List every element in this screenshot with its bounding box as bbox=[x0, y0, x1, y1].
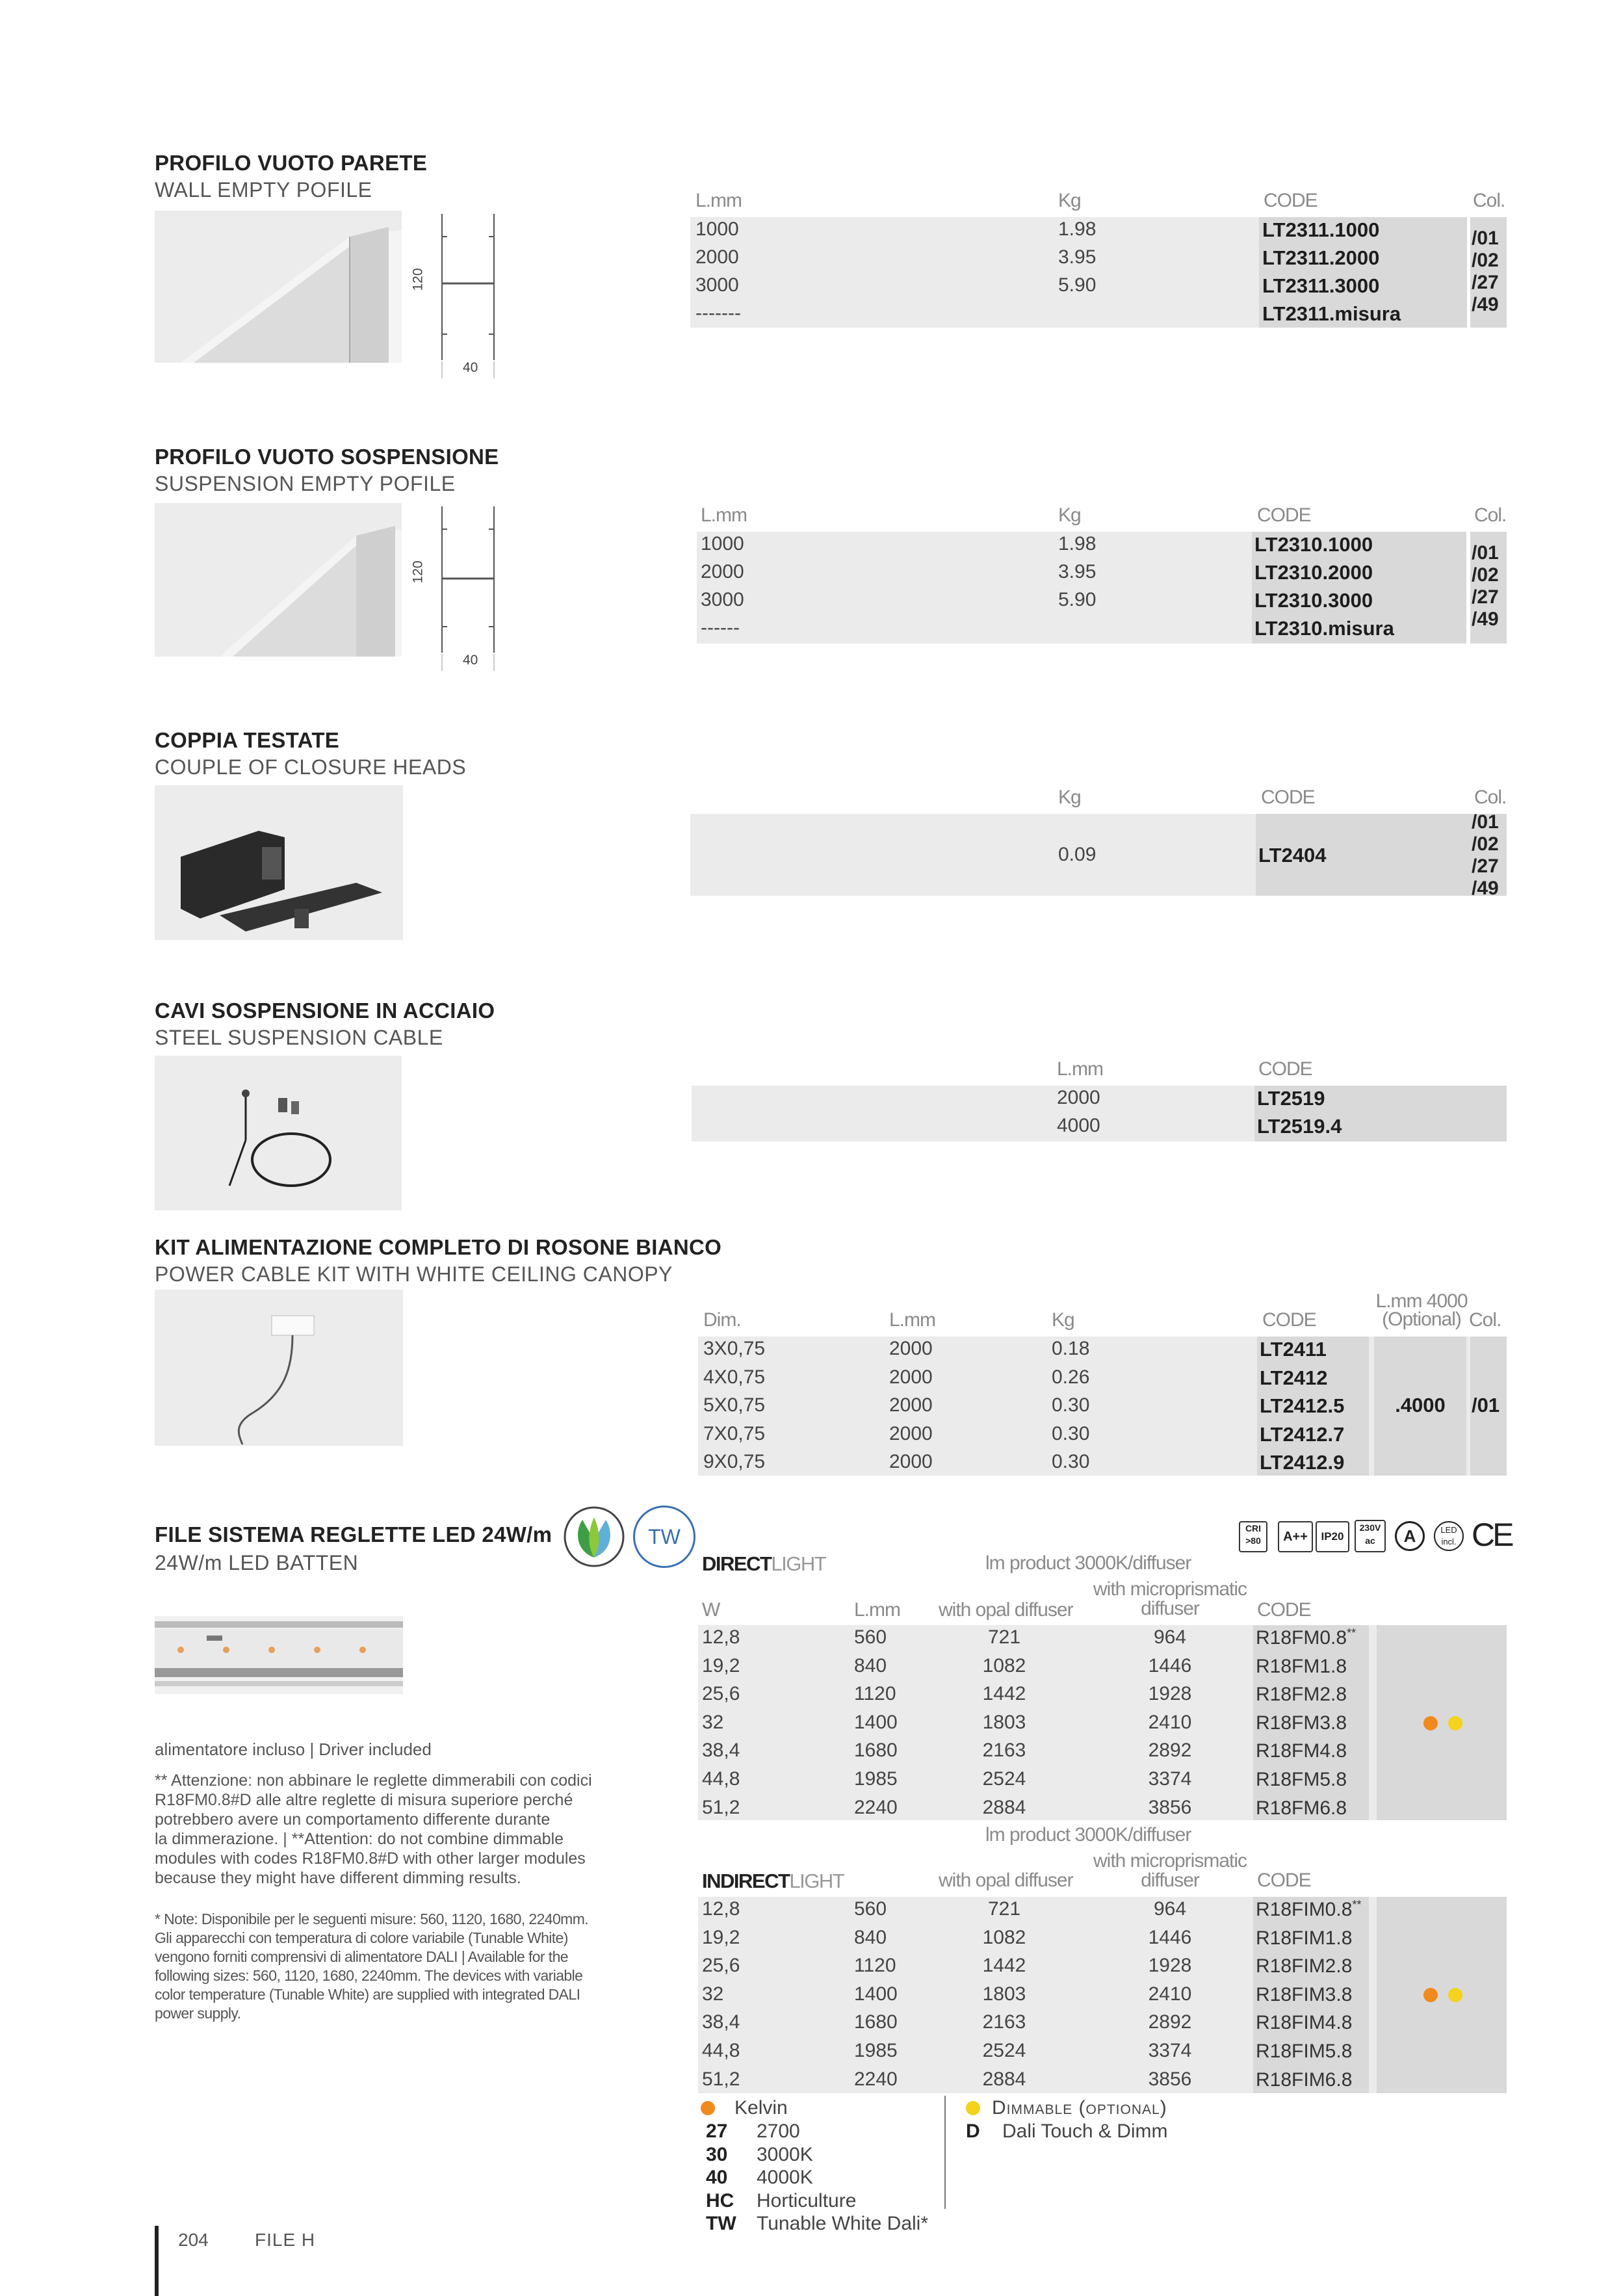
s5-header-optional bbox=[1374, 1292, 1469, 1329]
color-code: /49 bbox=[1472, 608, 1499, 630]
tunable-white-badge: TW bbox=[633, 1506, 695, 1568]
direct-row-watt: 19,2 bbox=[702, 1654, 740, 1676]
s1-color-list bbox=[1472, 228, 1499, 316]
s5-row-code: LT2411 bbox=[1260, 1338, 1327, 1361]
kelvin-legend-code: HC bbox=[706, 2189, 734, 2211]
s5-header-col: Col. bbox=[1469, 1309, 1501, 1331]
direct-row-code-text: R18FM2.8 bbox=[1256, 1684, 1347, 1706]
s5-row-length: 2000 bbox=[889, 1366, 933, 1388]
s2-row-weight: 1.98 bbox=[1058, 533, 1097, 554]
indirect-row-code-text: R18FIM6.8 bbox=[1256, 2068, 1353, 2091]
dim-width-label: 40 bbox=[463, 653, 478, 668]
horticulture-icon bbox=[563, 1506, 625, 1568]
indirect-row-micro-lm: 964 bbox=[1153, 1898, 1187, 1920]
color-code: /02 bbox=[1472, 564, 1499, 586]
direct-header-opal: with opal diffuser bbox=[939, 1599, 1073, 1621]
direct-row-watt: 38,4 bbox=[702, 1740, 740, 1762]
indirect-variant-bg bbox=[1377, 1897, 1507, 2093]
indirect-row-micro-lm: 2410 bbox=[1148, 1983, 1192, 2005]
note-line: color temperature (Tunable White) are supplied with integrated DALI bbox=[155, 1986, 580, 2003]
suspension-profile-photo bbox=[155, 503, 402, 657]
indirect-row-code-footnote: ** bbox=[1352, 1898, 1362, 1911]
direct-row-code bbox=[1256, 1797, 1347, 1820]
section-4-subtitle: STEEL SUSPENSION CABLE bbox=[155, 1026, 443, 1049]
direct-row-code-text: R18FM1.8 bbox=[1256, 1655, 1347, 1677]
direct-row-opal-lm: 1442 bbox=[982, 1683, 1026, 1705]
indirect-row-length: 1400 bbox=[854, 1983, 898, 2005]
indirect-row-code-text: R18FIM2.8 bbox=[1256, 1955, 1353, 1977]
s5-row-weight: 0.26 bbox=[1052, 1366, 1090, 1388]
s1-header-col: Col. bbox=[1473, 190, 1505, 211]
direct-row-micro-lm: 1928 bbox=[1148, 1683, 1192, 1705]
s1-row-weight: 5.90 bbox=[1058, 274, 1097, 296]
indirect-row-opal-lm: 2884 bbox=[982, 2068, 1026, 2090]
direct-row-code bbox=[1256, 1655, 1347, 1678]
indirect-label-bold: INDIRECT bbox=[702, 1870, 790, 1892]
wall-profile-photo bbox=[155, 211, 402, 363]
kelvin-legend-label: Horticulture bbox=[757, 2189, 857, 2211]
s5-row-dim: 7X0,75 bbox=[703, 1422, 766, 1444]
s5-row-weight: 0.18 bbox=[1052, 1338, 1090, 1359]
s2-color-list bbox=[1472, 542, 1499, 631]
section-6-title: FILE SISTEMA REGLETTE LED 24W/m bbox=[155, 1522, 552, 1546]
indirect-header-micro-2: diffuser bbox=[1141, 1870, 1199, 1891]
steel-cable-photo bbox=[155, 1056, 402, 1210]
s5-row-code: LT2412.7 bbox=[1260, 1422, 1345, 1446]
footer-section: FILE H bbox=[255, 2230, 316, 2250]
driver-included-note: alimentatore incluso | Driver included bbox=[155, 1740, 432, 1759]
s1-row-code: LT2311.2000 bbox=[1262, 246, 1380, 269]
color-code: /27 bbox=[1472, 586, 1499, 608]
s1-row-weight: 1.98 bbox=[1058, 218, 1097, 240]
direct-row-opal-lm: 1803 bbox=[982, 1711, 1026, 1733]
section-2-title: PROFILO VUOTO SOSPENSIONE bbox=[155, 445, 499, 469]
direct-row-micro-lm: 2410 bbox=[1148, 1711, 1192, 1733]
s5-header-dim: Dim. bbox=[703, 1309, 741, 1331]
kelvin-legend-label: 4000K bbox=[757, 2167, 813, 2188]
indirect-row-code bbox=[1256, 1927, 1352, 1950]
indirect-row-code-text: R18FIM1.8 bbox=[1256, 1927, 1353, 1949]
indirect-row-length: 1120 bbox=[854, 1955, 896, 1977]
s5-header-optional-1: L.mm 4000 bbox=[1375, 1290, 1468, 1312]
s2-header-kg: Kg bbox=[1058, 504, 1081, 526]
direct-row-code-text: R18FM3.8 bbox=[1256, 1712, 1347, 1734]
direct-row-micro-lm: 2892 bbox=[1148, 1740, 1192, 1762]
section-1-title: PROFILO VUOTO PARETE bbox=[155, 151, 428, 175]
power-kit-photo bbox=[155, 1290, 403, 1446]
cri-badge-line: CRI bbox=[1245, 1523, 1262, 1533]
indirect-row-watt: 25,6 bbox=[702, 1955, 740, 1977]
direct-header-micro-1: with microprismatic bbox=[1093, 1578, 1247, 1600]
section-6-subtitle: 24W/m LED BATTEN bbox=[155, 1551, 359, 1574]
s2-row-code: LT2310.misura bbox=[1254, 617, 1394, 640]
indirect-row-watt: 19,2 bbox=[702, 1926, 740, 1948]
direct-row-watt: 51,2 bbox=[702, 1796, 740, 1818]
note-line: vengono forniti comprensivi di alimentatore DALI | Available for the bbox=[155, 1948, 568, 1965]
footer-bar bbox=[155, 2226, 159, 2296]
warning-line: ** Attenzione: non abbinare le reglette dimmerabili con codici bbox=[155, 1771, 592, 1790]
s1-row-length: 1000 bbox=[695, 218, 739, 240]
direct-row-micro-lm: 1446 bbox=[1148, 1654, 1192, 1676]
kelvin-legend-dot-icon bbox=[701, 2101, 715, 2115]
direct-row-watt: 12,8 bbox=[702, 1626, 740, 1648]
s4-header-len: L.mm bbox=[1057, 1058, 1103, 1080]
indirect-label-light: LIGHT bbox=[789, 1870, 844, 1892]
direct-row-code bbox=[1256, 1626, 1356, 1649]
color-code: /01 bbox=[1472, 542, 1499, 564]
s2-header-col: Col. bbox=[1474, 504, 1507, 526]
voltage-badge-line: 230V bbox=[1359, 1522, 1381, 1533]
direct-row-length: 1120 bbox=[854, 1683, 896, 1705]
s4-row-length: 4000 bbox=[1057, 1115, 1100, 1136]
s2-header-len: L.mm bbox=[701, 504, 747, 526]
section-4-title: CAVI SOSPENSIONE IN ACCIAIO bbox=[155, 998, 495, 1023]
warning-line: R18FM0.8#D alle altre reglette di misura superiore perché bbox=[155, 1791, 573, 1809]
indirect-row-opal-lm: 1803 bbox=[982, 1983, 1026, 2005]
ip20-badge: IP20 bbox=[1316, 1521, 1349, 1552]
direct-row-micro-lm: 3856 bbox=[1148, 1796, 1192, 1818]
s2-row-length: ------ bbox=[701, 617, 740, 638]
s2-row-length: 3000 bbox=[701, 589, 744, 610]
note-line: power supply. bbox=[155, 2005, 241, 2022]
indirect-row-opal-lm: 1442 bbox=[982, 1955, 1026, 1977]
s2-row-weight: 5.90 bbox=[1058, 589, 1097, 610]
direct-header-micro-2: diffuser bbox=[1141, 1598, 1199, 1619]
s1-row-code: LT2311.misura bbox=[1262, 302, 1401, 325]
led-batten-photo bbox=[155, 1616, 403, 1694]
direct-row-opal-lm: 1082 bbox=[982, 1654, 1026, 1676]
section-5-title: KIT ALIMENTAZIONE COMPLETO DI ROSONE BIANCO bbox=[155, 1235, 722, 1259]
kelvin-legend-label: 3000K bbox=[757, 2143, 813, 2165]
s5-header-optional-2: (Optional) bbox=[1382, 1309, 1461, 1330]
s2-row-weight: 3.95 bbox=[1058, 561, 1097, 582]
s2-row-length: 1000 bbox=[701, 533, 744, 554]
warning-line: potrebbero avere un comportamento differente durante bbox=[155, 1810, 551, 1829]
s5-row-dim: 9X0,75 bbox=[703, 1451, 766, 1472]
s1-row-length: ------- bbox=[695, 302, 741, 324]
dimmable-legend-dot-icon bbox=[966, 2101, 980, 2115]
color-code: /01 bbox=[1472, 228, 1499, 249]
indirect-row-code-text: R18FIM0.8 bbox=[1256, 1899, 1353, 1920]
s1-header-code: CODE bbox=[1264, 190, 1318, 211]
direct-row-code bbox=[1256, 1740, 1347, 1762]
voltage-badge bbox=[1355, 1520, 1386, 1552]
indirect-row-opal-lm: 2163 bbox=[982, 2011, 1026, 2033]
indirect-row-code-text: R18FIM5.8 bbox=[1256, 2041, 1353, 2062]
direct-lm-title: lm product 3000K/diffuser bbox=[985, 1552, 1191, 1574]
color-code: /49 bbox=[1472, 294, 1499, 315]
direct-row-length: 1680 bbox=[854, 1740, 898, 1762]
s5-row-dim: 5X0,75 bbox=[703, 1394, 766, 1416]
indirect-lm-title: lm product 3000K/diffuser bbox=[985, 1824, 1191, 1846]
s1-row-length: 2000 bbox=[695, 246, 739, 268]
availability-note bbox=[155, 1910, 588, 2023]
kelvin-orange-dot-icon bbox=[1423, 1716, 1438, 1730]
s4-row-code: LT2519.4 bbox=[1257, 1115, 1342, 1138]
direct-header-micro bbox=[1085, 1580, 1254, 1619]
dim-width-label: 40 bbox=[463, 360, 478, 375]
note-line: following sizes: 560, 1120, 1680, 2240mm. The devices with variable bbox=[155, 1967, 583, 1984]
direct-row-watt: 25,6 bbox=[702, 1683, 740, 1705]
section-3-subtitle: COUPLE OF CLOSURE HEADS bbox=[155, 755, 467, 779]
s5-row-code: LT2412.5 bbox=[1260, 1394, 1345, 1417]
direct-row-length: 1400 bbox=[854, 1711, 898, 1733]
dimmable-legend-code: D bbox=[966, 2120, 980, 2142]
s2-row-code: LT2310.1000 bbox=[1254, 533, 1373, 556]
s5-row-length: 2000 bbox=[889, 1451, 933, 1472]
dimmable-yellow-dot-icon bbox=[1448, 1716, 1462, 1730]
direct-header-code: CODE bbox=[1257, 1599, 1311, 1621]
indirect-header-micro bbox=[1085, 1851, 1254, 1890]
indirect-row-micro-lm: 1446 bbox=[1148, 1926, 1192, 1948]
indirect-row-length: 1680 bbox=[854, 2011, 898, 2033]
direct-label-bold: DIRECT bbox=[702, 1552, 772, 1575]
indirect-row-code-text: R18FIM3.8 bbox=[1256, 1983, 1353, 2005]
s3-code: LT2404 bbox=[1258, 844, 1327, 867]
s3-table-bg bbox=[690, 814, 1340, 896]
direct-row-watt: 44,8 bbox=[702, 1768, 740, 1790]
direct-label-light: LIGHT bbox=[771, 1552, 826, 1575]
s5-row-code: LT2412.9 bbox=[1260, 1451, 1345, 1474]
indirect-row-length: 2240 bbox=[854, 2068, 898, 2090]
indirect-row-watt: 32 bbox=[702, 1983, 724, 2005]
s1-table-bg bbox=[690, 217, 1340, 328]
s5-row-length: 2000 bbox=[889, 1338, 933, 1359]
direct-row-code-text: R18FM5.8 bbox=[1256, 1769, 1347, 1790]
kelvin-legend-title: Kelvin bbox=[734, 2097, 788, 2119]
direct-row-opal-lm: 2163 bbox=[982, 1740, 1026, 1762]
color-code: /27 bbox=[1472, 855, 1499, 877]
voltage-badge-line: ac bbox=[1365, 1535, 1375, 1546]
s3-header-code: CODE bbox=[1261, 787, 1315, 808]
indirect-row-code bbox=[1256, 2040, 1352, 2063]
warning-line: la dimmerazione. | **Attention: do not combine dimmable bbox=[155, 1830, 564, 1848]
s4-row-length: 2000 bbox=[1057, 1087, 1100, 1108]
warning-line: because they might have different dimming results. bbox=[155, 1869, 521, 1887]
direct-row-watt: 32 bbox=[702, 1711, 724, 1733]
s5-color-code: /01 bbox=[1472, 1394, 1500, 1416]
dimmable-legend-title: Dimmable (optional) bbox=[992, 2097, 1167, 2119]
s1-row-weight: 3.95 bbox=[1058, 246, 1097, 268]
indirect-header-opal: with opal diffuser bbox=[939, 1870, 1073, 1891]
s4-header-code: CODE bbox=[1258, 1058, 1312, 1080]
s3-header-kg: Kg bbox=[1058, 787, 1081, 808]
indirect-header-micro-1: with microprismatic bbox=[1093, 1850, 1247, 1872]
direct-row-code-text: R18FM4.8 bbox=[1256, 1740, 1347, 1762]
direct-row-micro-lm: 964 bbox=[1153, 1626, 1187, 1648]
s2-row-length: 2000 bbox=[701, 561, 744, 582]
kelvin-legend-code: 40 bbox=[706, 2167, 728, 2188]
indirect-row-micro-lm: 1928 bbox=[1148, 1955, 1192, 1977]
direct-row-code-text: R18FM6.8 bbox=[1256, 1797, 1347, 1819]
direct-row-code bbox=[1256, 1768, 1347, 1791]
cri-badge bbox=[1239, 1521, 1267, 1552]
s2-row-code: LT2310.3000 bbox=[1254, 589, 1373, 612]
indirect-row-micro-lm: 3856 bbox=[1148, 2068, 1192, 2090]
color-code: /27 bbox=[1472, 272, 1499, 293]
dimming-warning bbox=[155, 1771, 592, 1888]
warning-line: modules with codes R18FM0.8#D with other larger modules bbox=[155, 1849, 586, 1868]
color-code: /02 bbox=[1472, 250, 1499, 271]
section-2-subtitle: SUSPENSION EMPTY POFILE bbox=[155, 472, 456, 495]
direct-row-code-text: R18FM0.8 bbox=[1256, 1627, 1347, 1649]
dimmable-yellow-dot-icon bbox=[1448, 1988, 1462, 2002]
s5-row-weight: 0.30 bbox=[1052, 1451, 1090, 1472]
color-code: /01 bbox=[1472, 811, 1499, 833]
s1-row-length: 3000 bbox=[695, 274, 739, 296]
indirect-row-watt: 44,8 bbox=[702, 2040, 740, 2061]
direct-row-code-footnote: ** bbox=[1347, 1626, 1357, 1639]
dim-height-label: 120 bbox=[410, 560, 426, 584]
direct-row-length: 2240 bbox=[854, 1796, 898, 1818]
s1-row-code: LT2311.3000 bbox=[1262, 274, 1380, 297]
indirect-row-length: 1985 bbox=[854, 2040, 898, 2061]
kelvin-legend-label: 2700 bbox=[757, 2120, 800, 2142]
s5-row-weight: 0.30 bbox=[1052, 1422, 1090, 1444]
direct-row-micro-lm: 3374 bbox=[1148, 1768, 1192, 1790]
direct-row-code bbox=[1256, 1683, 1347, 1706]
indirect-row-code bbox=[1256, 2011, 1352, 2034]
direct-row-opal-lm: 721 bbox=[987, 1626, 1021, 1648]
indirect-row-code bbox=[1256, 1898, 1361, 1921]
direct-row-code bbox=[1256, 1712, 1347, 1734]
direct-row-opal-lm: 2884 bbox=[982, 1796, 1026, 1818]
s5-row-length: 2000 bbox=[889, 1422, 933, 1444]
closure-heads-photo bbox=[155, 785, 403, 940]
indirect-row-length: 840 bbox=[854, 1926, 887, 1948]
direct-variant-bg bbox=[1377, 1625, 1507, 1820]
ce-mark-icon: CE bbox=[1472, 1517, 1512, 1553]
s2-row-code: LT2310.2000 bbox=[1254, 561, 1373, 584]
energy-class-badge: A++ bbox=[1278, 1521, 1313, 1552]
page-number: 204 bbox=[178, 2230, 209, 2250]
cri-badge-line: >80 bbox=[1245, 1535, 1261, 1546]
led-icon-line: incl. bbox=[1441, 1537, 1457, 1546]
direct-light-label bbox=[702, 1552, 825, 1576]
indirect-light-label bbox=[702, 1870, 844, 1893]
s3-header-col: Col. bbox=[1474, 787, 1507, 808]
s4-row-code: LT2519 bbox=[1257, 1087, 1325, 1110]
s1-header-len: L.mm bbox=[695, 190, 742, 211]
direct-row-length: 840 bbox=[854, 1654, 887, 1676]
kelvin-orange-dot-icon bbox=[1423, 1988, 1438, 2002]
note-line: * Note: Disponibile per le seguenti misure: 560, 1120, 1680, 2240mm. bbox=[155, 1911, 589, 1927]
kelvin-legend-label: Tunable White Dali* bbox=[757, 2213, 929, 2234]
kelvin-legend-code: 27 bbox=[706, 2120, 728, 2142]
s1-header-kg: Kg bbox=[1058, 190, 1081, 211]
kelvin-legend-code: 30 bbox=[706, 2143, 728, 2165]
indirect-row-opal-lm: 1082 bbox=[982, 1926, 1026, 1948]
section-1-subtitle: WALL EMPTY POFILE bbox=[155, 178, 372, 202]
indirect-row-code bbox=[1256, 2068, 1352, 2091]
led-icon-line: LED bbox=[1440, 1525, 1457, 1535]
legend-divider bbox=[944, 2096, 946, 2209]
s5-row-code: LT2412 bbox=[1260, 1366, 1328, 1389]
s1-row-code: LT2311.1000 bbox=[1262, 218, 1380, 241]
s5-row-dim: 3X0,75 bbox=[703, 1338, 766, 1359]
class-a-icon: A bbox=[1395, 1521, 1425, 1551]
s5-row-weight: 0.30 bbox=[1052, 1394, 1090, 1416]
s5-row-dim: 4X0,75 bbox=[703, 1366, 766, 1388]
s5-row-length: 2000 bbox=[889, 1394, 933, 1416]
section-3-title: COPPIA TESTATE bbox=[155, 728, 340, 752]
s3-kg: 0.09 bbox=[1058, 844, 1097, 865]
indirect-row-micro-lm: 2892 bbox=[1148, 2011, 1192, 2033]
direct-header-w: W bbox=[702, 1599, 720, 1621]
direct-row-length: 560 bbox=[854, 1626, 887, 1648]
indirect-row-watt: 38,4 bbox=[702, 2011, 740, 2033]
direct-header-len: L.mm bbox=[854, 1599, 900, 1621]
indirect-row-code bbox=[1256, 1983, 1352, 2006]
suspension-profile-drawing bbox=[409, 503, 500, 672]
indirect-row-code-text: R18FIM4.8 bbox=[1256, 2012, 1353, 2034]
indirect-row-opal-lm: 721 bbox=[987, 1898, 1021, 1920]
direct-row-opal-lm: 2524 bbox=[982, 1768, 1026, 1790]
indirect-row-micro-lm: 3374 bbox=[1148, 2040, 1192, 2061]
indirect-row-watt: 12,8 bbox=[702, 1898, 740, 1920]
s3-color-list bbox=[1472, 811, 1499, 900]
color-code: /49 bbox=[1472, 878, 1499, 899]
indirect-row-watt: 51,2 bbox=[702, 2068, 740, 2090]
s5-optional-code: .4000 bbox=[1395, 1394, 1446, 1416]
s5-header-code: CODE bbox=[1262, 1309, 1316, 1331]
indirect-row-opal-lm: 2524 bbox=[982, 2040, 1026, 2061]
wall-profile-drawing bbox=[409, 211, 500, 380]
kelvin-legend-code: TW bbox=[706, 2213, 736, 2234]
indirect-row-length: 560 bbox=[854, 1898, 887, 1920]
s5-header-kg: Kg bbox=[1052, 1309, 1074, 1331]
s5-header-len: L.mm bbox=[889, 1309, 935, 1331]
section-5-subtitle: POWER CABLE KIT WITH WHITE CEILING CANOPY bbox=[155, 1262, 673, 1286]
color-code: /02 bbox=[1472, 833, 1499, 855]
direct-row-length: 1985 bbox=[854, 1768, 898, 1790]
s2-table-bg bbox=[697, 532, 1340, 644]
indirect-row-code bbox=[1256, 1955, 1352, 1977]
led-included-icon bbox=[1434, 1521, 1464, 1551]
s2-header-code: CODE bbox=[1257, 504, 1311, 526]
indirect-header-code: CODE bbox=[1257, 1870, 1311, 1891]
dimmable-legend-label: Dali Touch & Dimm bbox=[1002, 2120, 1168, 2142]
note-line: Gli apparecchi con temperatura di colore variabile (Tunable White) bbox=[155, 1929, 568, 1946]
dim-height-label: 120 bbox=[410, 268, 426, 291]
